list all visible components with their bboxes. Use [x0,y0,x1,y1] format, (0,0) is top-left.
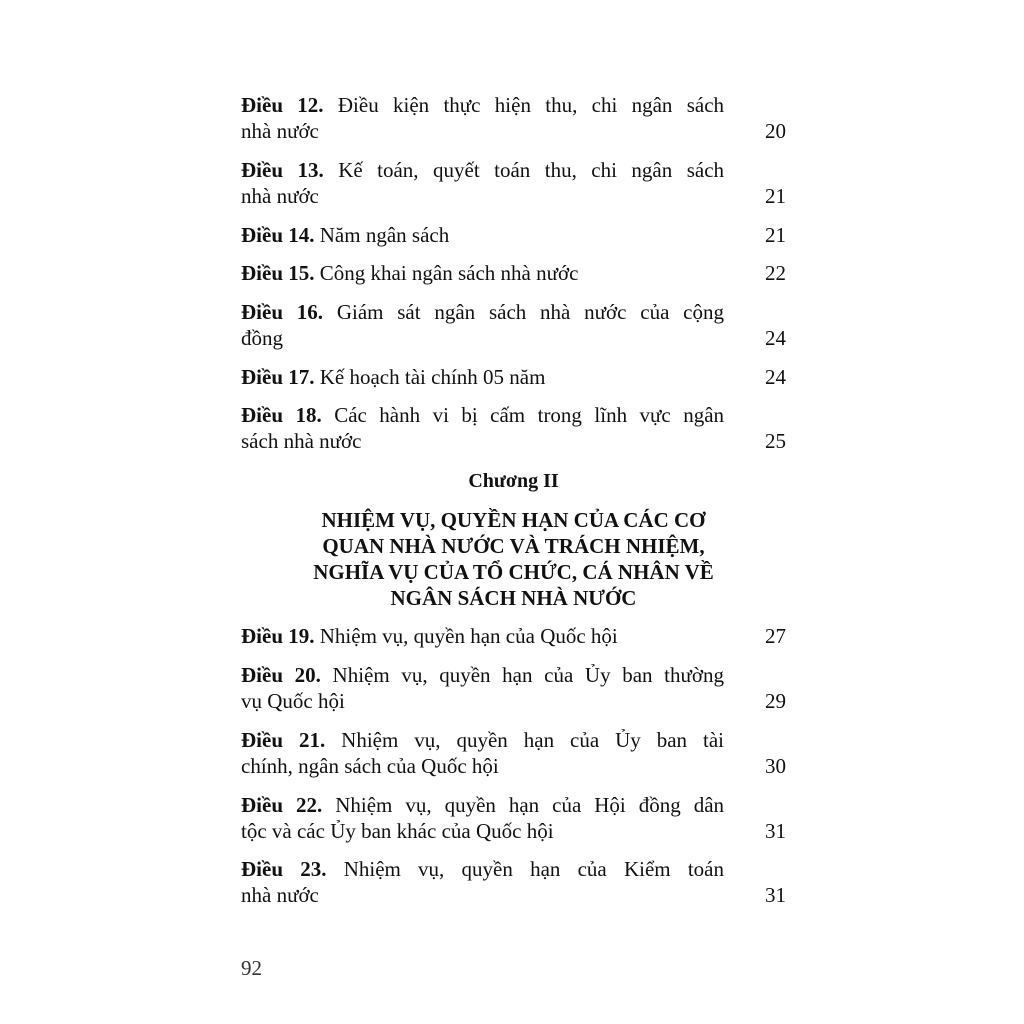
article-title: Công khai ngân sách nhà nước [319,261,579,285]
toc-entry [241,856,786,908]
article-title: Nhiệm vụ, quyền hạn của Hội đồng dân [335,793,725,817]
article-label: Điều 14. [241,223,315,247]
chapter-title-line: QUAN NHÀ NƯỚC VÀ TRÁCH NHIỆM, [322,534,705,558]
toc-entry-line [241,792,724,818]
article-title: tộc và các Ủy ban khác của Quốc hội [241,819,554,843]
article-title: chính, ngân sách của Quốc hội [241,754,499,778]
article-title: nhà nước [241,184,319,208]
toc-page-number: 22 [765,261,786,285]
article-label: Điều 16. [241,300,324,324]
article-label: Điều 18. [241,403,322,427]
article-label: Điều 12. [241,93,324,117]
toc-entry-line [241,818,724,844]
toc-entry [241,260,786,286]
article-title: vụ Quốc hội [241,689,345,713]
toc-entry-line [241,183,724,209]
page-number: 92 [241,956,262,980]
article-label: Điều 19. [241,624,315,648]
article-label: Điều 20. [241,663,321,687]
article-label: Điều 21. [241,728,326,752]
toc-entry-line [241,623,724,649]
toc-entry-line [241,882,724,908]
toc-entry-line [241,856,724,882]
toc-page-number: 21 [765,223,786,247]
article-label: Điều 17. [241,365,315,389]
article-title: Nhiệm vụ, quyền hạn của Kiểm toán [343,857,724,881]
article-title: Nhiệm vụ, quyền hạn của Ủy ban thường [332,663,724,687]
article-title: Nhiệm vụ, quyền hạn của Quốc hội [319,624,618,648]
toc-entry [241,402,786,454]
toc-entry [241,727,786,779]
toc-entry-line [241,753,724,779]
toc-entry-line [241,157,724,183]
article-title: Điều kiện thực hiện thu, chi ngân sách [337,93,725,117]
toc-entry-line [241,662,724,688]
toc-page-number: 24 [765,326,786,350]
toc-entry-line [241,222,724,248]
article-label: Điều 13. [241,158,324,182]
article-label: Điều 22. [241,793,323,817]
toc-page-number: 20 [765,119,786,143]
article-title: Kế hoạch tài chính 05 năm [319,365,546,389]
toc-entry-line [241,688,724,714]
toc-page-number: 27 [765,624,786,648]
toc-entry-line [241,727,724,753]
toc-entry [241,92,786,144]
toc-entry-line [241,325,724,351]
toc-page-number: 24 [765,365,786,389]
toc-entry [241,792,786,844]
chapter-heading: Chương II [468,470,559,492]
toc-entry-line [241,428,724,454]
article-title: nhà nước [241,883,319,907]
article-title: Kế toán, quyết toán thu, chi ngân sách [338,158,725,182]
article-title: Các hành vi bị cấm trong lĩnh vực ngân [334,403,725,427]
article-title: sách nhà nước [241,429,362,453]
article-title: nhà nước [241,119,319,143]
chapter-title-line: NGHĨA VỤ CỦA TỔ CHỨC, CÁ NHÂN VỀ [313,560,714,584]
article-label: Điều 15. [241,261,315,285]
toc-page-number: 21 [765,184,786,208]
toc-entry-line [241,364,724,390]
article-label: Điều 23. [241,857,327,881]
toc-entry-line [241,92,724,118]
chapter-title-line: NGÂN SÁCH NHÀ NƯỚC [390,586,637,610]
toc-entry-line [241,118,724,144]
toc-page-number: 31 [765,819,786,843]
toc-page-number: 31 [765,883,786,907]
toc-entry [241,364,786,390]
chapter-title-line: NHIỆM VỤ, QUYỀN HẠN CỦA CÁC CƠ [321,508,706,532]
toc-entry [241,623,786,649]
toc-entry-line [241,402,724,428]
article-title: Năm ngân sách [319,223,450,247]
chapter-title [241,507,786,611]
toc-page-number: 30 [765,754,786,778]
toc-page-number: 29 [765,689,786,713]
article-title: đồng [241,326,283,350]
toc-entry [241,222,786,248]
toc-entry-line [241,299,724,325]
toc-entry [241,157,786,209]
toc-entry-line [241,260,724,286]
article-title: Nhiệm vụ, quyền hạn của Ủy ban tài [341,728,724,752]
toc-entry [241,299,786,351]
toc-entry [241,662,786,714]
toc-page-number: 25 [765,429,786,453]
article-title: Giám sát ngân sách nhà nước của cộng [336,300,724,324]
